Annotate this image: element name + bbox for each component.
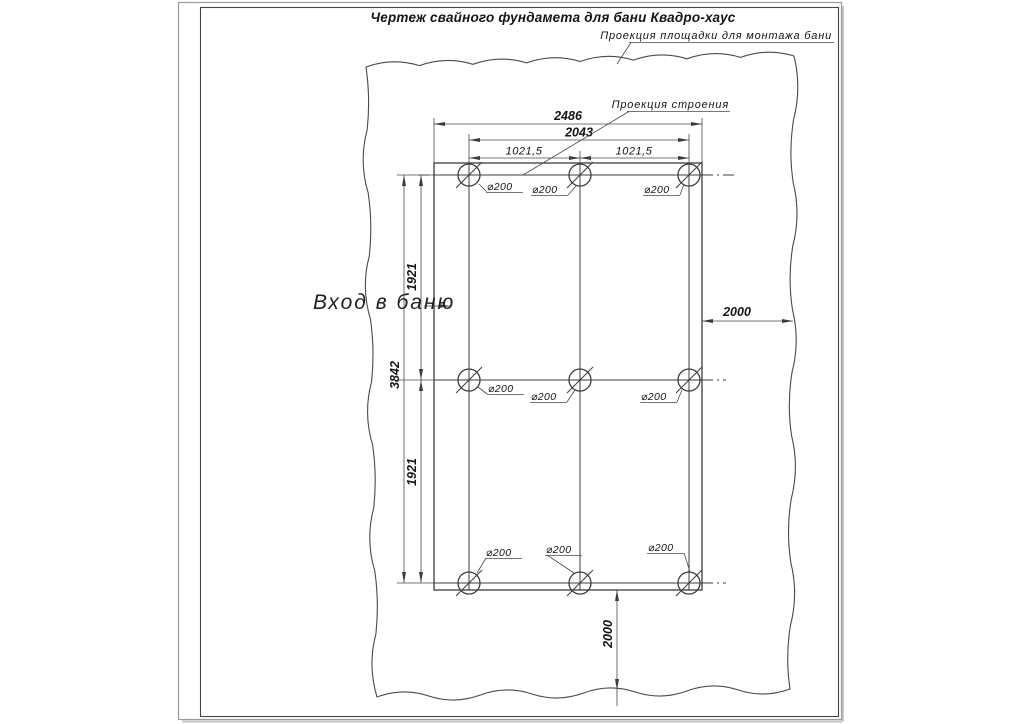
dim-pile-spacing-left: 1021,5 [505,145,543,158]
dim-offset-bottom: 2000 [601,620,615,648]
pile-label-bottom-left: ⌀200 [486,547,512,559]
sheet-frame [179,3,844,722]
pile-label-bottom-middle: ⌀200 [546,544,572,556]
drawing-title: Чертеж свайного фундамета для бани Квадро-хаус [370,10,736,25]
pile-label-top-middle: ⌀200 [532,184,558,196]
dim-pile-spacing-right: 1021,5 [615,145,653,158]
building-callout-label: Проекция строения [611,99,729,111]
platform-callout-label: Проекция площадки для монтажа бани [600,30,832,42]
entrance-label: Вход в баню [313,291,456,314]
dim-pile-span-width: 2043 [565,125,593,140]
dim-building-width: 2486 [554,109,582,123]
pile-label-top-right: ⌀200 [644,184,670,196]
pile-label-bottom-right: ⌀200 [648,542,674,554]
dim-row-spacing-bottom: 1921 [405,458,419,486]
pile-label-mid-right: ⌀200 [641,391,667,403]
dim-pile-span-height: 3842 [388,361,402,389]
dim-offset-right: 2000 [723,305,751,319]
pile-label-mid-middle: ⌀200 [531,391,557,403]
pile-label-top-left: ⌀200 [487,181,513,193]
pile-label-mid-left: ⌀200 [488,383,514,395]
dim-row-spacing-top: 1921 [405,263,419,291]
